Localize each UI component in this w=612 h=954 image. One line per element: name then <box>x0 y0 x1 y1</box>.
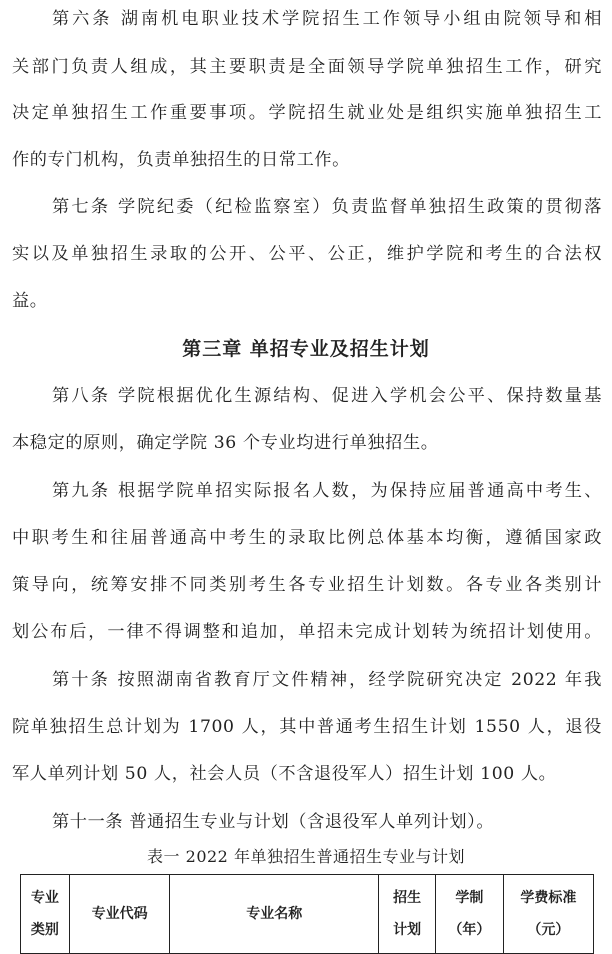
header-category <box>21 875 70 954</box>
art9-line-4: 划公布后，一律不得调整和追加，单招未完成计划转为统招计划使用。 <box>12 622 602 642</box>
art7-line-1: 第七条 学院纪委（纪检监察室）负责监督单独招生政策的贯彻落 <box>52 197 602 217</box>
art9-line-3: 策导向，统筹安排不同类别考生各专业招生计划数。各专业各类别计 <box>12 575 602 595</box>
art11-line: 第十一条 普通招生专业与计划（含退役军人单列计划）。 <box>52 812 495 832</box>
art6-line-2: 关部门负责人组成，其主要职责是全面领导学院单独招生工作，研究 <box>12 57 602 77</box>
art8-line-1: 第八条 学院根据优化生源结构、促进入学机会公平、保持数量基 <box>52 386 602 406</box>
header-category-line-2: 类别 <box>30 922 59 938</box>
art7-line-3: 益。 <box>12 291 48 311</box>
header-name: 专业名称 <box>170 875 379 954</box>
header-duration <box>436 875 503 954</box>
art7-line-2: 实以及单独招生录取的公开、公平、公正，维护学院和考生的合法权 <box>12 244 602 264</box>
art6-line-1: 第六条 湖南机电职业技术学院招生工作领导小组由院领导和相 <box>52 9 602 29</box>
art10-line-1: 第十条 按照湖南省教育厅文件精神，经学院研究决定 2022 年我 <box>52 670 602 690</box>
art9-line-1: 第九条 根据学院单招实际报名人数，为保持应届普通高中考生、 <box>52 481 602 501</box>
table-caption: 表一 2022 年单独招生普通招生专业与计划 <box>147 847 465 866</box>
header-category-line-1: 专业 <box>30 890 59 906</box>
plan-table <box>20 874 594 954</box>
header-fee <box>503 875 593 954</box>
art10-line-3: 军人单列计划 50 人，社会人员（不含退役军人）招生计划 100 人。 <box>12 764 557 784</box>
header-duration-line-2: （年） <box>448 922 491 938</box>
header-plan <box>379 875 436 954</box>
art6-line-4: 作的专门机构，负责单独招生的日常工作。 <box>12 150 350 170</box>
header-code: 专业代码 <box>69 875 170 954</box>
header-duration-line-1: 学制 <box>455 890 484 906</box>
header-plan-line-2: 计划 <box>393 922 422 938</box>
art6-line-3: 决定单独招生工作重要事项。学院招生就业处是组织实施单独招生工 <box>12 103 602 123</box>
header-plan-line-1: 招生 <box>393 890 422 906</box>
chapter-heading: 第三章 单招专业及招生计划 <box>182 338 430 360</box>
art10-line-2: 院单独招生总计划为 1700 人，其中普通考生招生计划 1550 人，退役 <box>12 717 602 737</box>
art8-line-2: 本稳定的原则，确定学院 36 个专业均进行单独招生。 <box>12 433 439 453</box>
art9-line-2: 中职考生和往届普通高中考生的录取比例总体基本均衡，遵循国家政 <box>12 528 602 548</box>
header-fee-line-1: 学费标准 <box>520 890 577 906</box>
header-fee-line-2: （元） <box>527 922 570 938</box>
table-header-row <box>21 875 594 954</box>
